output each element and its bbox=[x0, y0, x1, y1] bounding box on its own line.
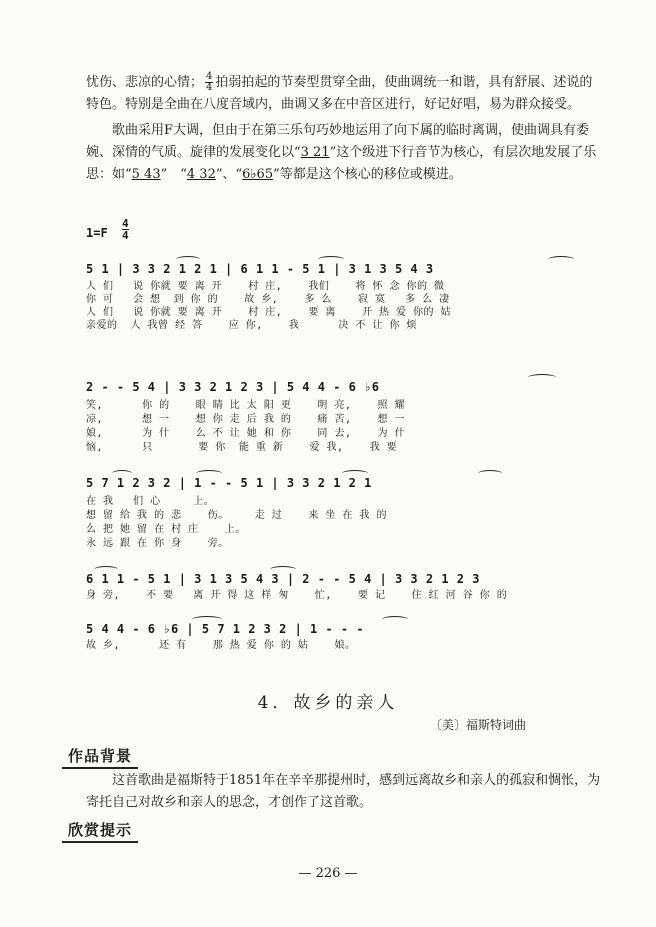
slur bbox=[192, 616, 222, 623]
song-title: 4．故乡的亲人 bbox=[257, 693, 399, 713]
system-1-lyric-2: 你 可 会 想 到 你 的 故 乡, 多 么 寂 寞 多 么 凄 bbox=[86, 294, 450, 305]
system-1-lyric-3: 人 们 说 你就 要 离 开 村 庄, 要 离 开 热 爱 你的 姑 bbox=[86, 307, 452, 318]
system-2-notes: 2 - - 5 4 | 3 3 2 1 2 3 | 5 4 4 - 6 ♭6 bbox=[86, 380, 380, 394]
slur bbox=[342, 470, 368, 477]
system-3-lyric-1: 在 我 们 心 上。 bbox=[86, 496, 215, 507]
system-2-lyric-4: 恼, 只 要 你 能 重 新 爱 我, 我 要 bbox=[86, 442, 398, 453]
system-5-lyric-1: 故 乡, 还 有 那 热 爱 你 的 姑 娘。 bbox=[86, 640, 356, 651]
system-1-lyric-1: 人 们 说 你就 要 离 开 村 庄, 我们 将 怀 念 你的 微 bbox=[86, 281, 445, 292]
motif-321: 3 21 bbox=[300, 145, 330, 160]
time-fraction: $\frac{4}{4}$ bbox=[206, 71, 213, 93]
system-3-lyric-2: 想 留 给 我 的 悲 伤。 走 过 来 坐 在 我 的 bbox=[86, 510, 387, 521]
system-4-notes: 6 1 1 - 5 1 | 3 1 3 5 4 3 | 2 - - 5 4 | 3 3 2 1 2 3 bbox=[86, 572, 480, 586]
motif-6b65: 6♭65 bbox=[242, 167, 274, 182]
system-1-notes: 5 1 | 3 3 2 1 2 1 | 6 1 1 - 5 1 | 3 1 3 5 4 3 bbox=[86, 262, 434, 276]
system-3-lyric-3: 么 把 她 留 在 村 庄 上。 bbox=[86, 524, 246, 535]
system-4-lyric-1: 身 旁, 不 要 离 开 得 这 样 匆 忙, 要 记 住 红 河 谷 你 的 bbox=[86, 590, 508, 601]
score-time-signature: 4 4 bbox=[122, 217, 129, 242]
slur bbox=[478, 470, 502, 477]
system-2-lyric-1: 笑, 你 的 眼 睛 比 太 阳 更 明 亮, 照 耀 bbox=[86, 400, 406, 411]
slur bbox=[112, 470, 132, 477]
intro-line1-post: 拍弱拍起的节奏型贯穿全曲，使曲调统一和谐，具有舒展、述说的 bbox=[215, 75, 593, 90]
intro-line1-pre: 忧伤、悲凉的心情； bbox=[86, 75, 204, 90]
slur bbox=[528, 374, 556, 381]
system-5-notes: 5 4 4 - 6 ♭6 | 5 7 1 2 3 2 | 1 - - - bbox=[86, 622, 365, 636]
page-number: — 226 — bbox=[298, 866, 358, 881]
intro-line2: 特色。特别是全曲在八度音域内，曲调又多在中音区进行，好记好唱，易为群众接受。 bbox=[86, 97, 581, 112]
motif-543: 5 43 bbox=[131, 167, 161, 182]
appreciation-heading: 欣赏提示 bbox=[62, 818, 138, 843]
system-1-lyric-4: 亲爱的 人 我曾 经 答 应 你, 我 决 不 让 你 烦 bbox=[86, 320, 418, 331]
system-3-notes: 5 7 1 2 3 2 | 1 - - 5 1 | 3 3 2 1 2 1 bbox=[86, 476, 372, 490]
slur bbox=[176, 256, 200, 263]
system-3-lyric-4: 永 远 跟 在 你 身 旁。 bbox=[86, 538, 229, 549]
motif-432: 4 32 bbox=[186, 167, 216, 182]
system-2-lyric-3: 娘, 为 什 么 不 让 她 和 你 同 去, 为 什 bbox=[86, 428, 406, 439]
slur bbox=[94, 566, 118, 573]
intro-paragraph-1 bbox=[86, 72, 606, 116]
slur bbox=[270, 566, 296, 573]
intro-paragraph-2: 歌曲采用F大调，但由于在第三乐句巧妙地运用了向下属的临时离调，使曲调具有委婉、深情的气质。旋律的发展变化以“3 21”这个级进下行音节为核心，有层次地发展了乐思：如“5 43” “4 32”、“6♭65”等都是这个核心的移位或模进。 bbox=[86, 123, 597, 182]
score-key: 1=F bbox=[86, 226, 108, 240]
background-text: 这首歌曲是福斯特于1851年在辛辛那提州时，感到远离故乡和亲人的孤寂和惆怅，为寄托自己对故乡和亲人的思念，才创作了这首歌。 bbox=[86, 773, 601, 810]
slur bbox=[382, 616, 408, 623]
slur bbox=[318, 256, 344, 263]
background-heading: 作品背景 bbox=[62, 744, 138, 769]
slur bbox=[196, 470, 222, 477]
song-author: 〔美〕福斯特词曲 bbox=[430, 718, 527, 732]
system-2-lyric-2: 凉, 想 一 想 你 走 后 我 的 痛 苦, 想 一 bbox=[86, 414, 406, 425]
slur bbox=[548, 256, 574, 263]
